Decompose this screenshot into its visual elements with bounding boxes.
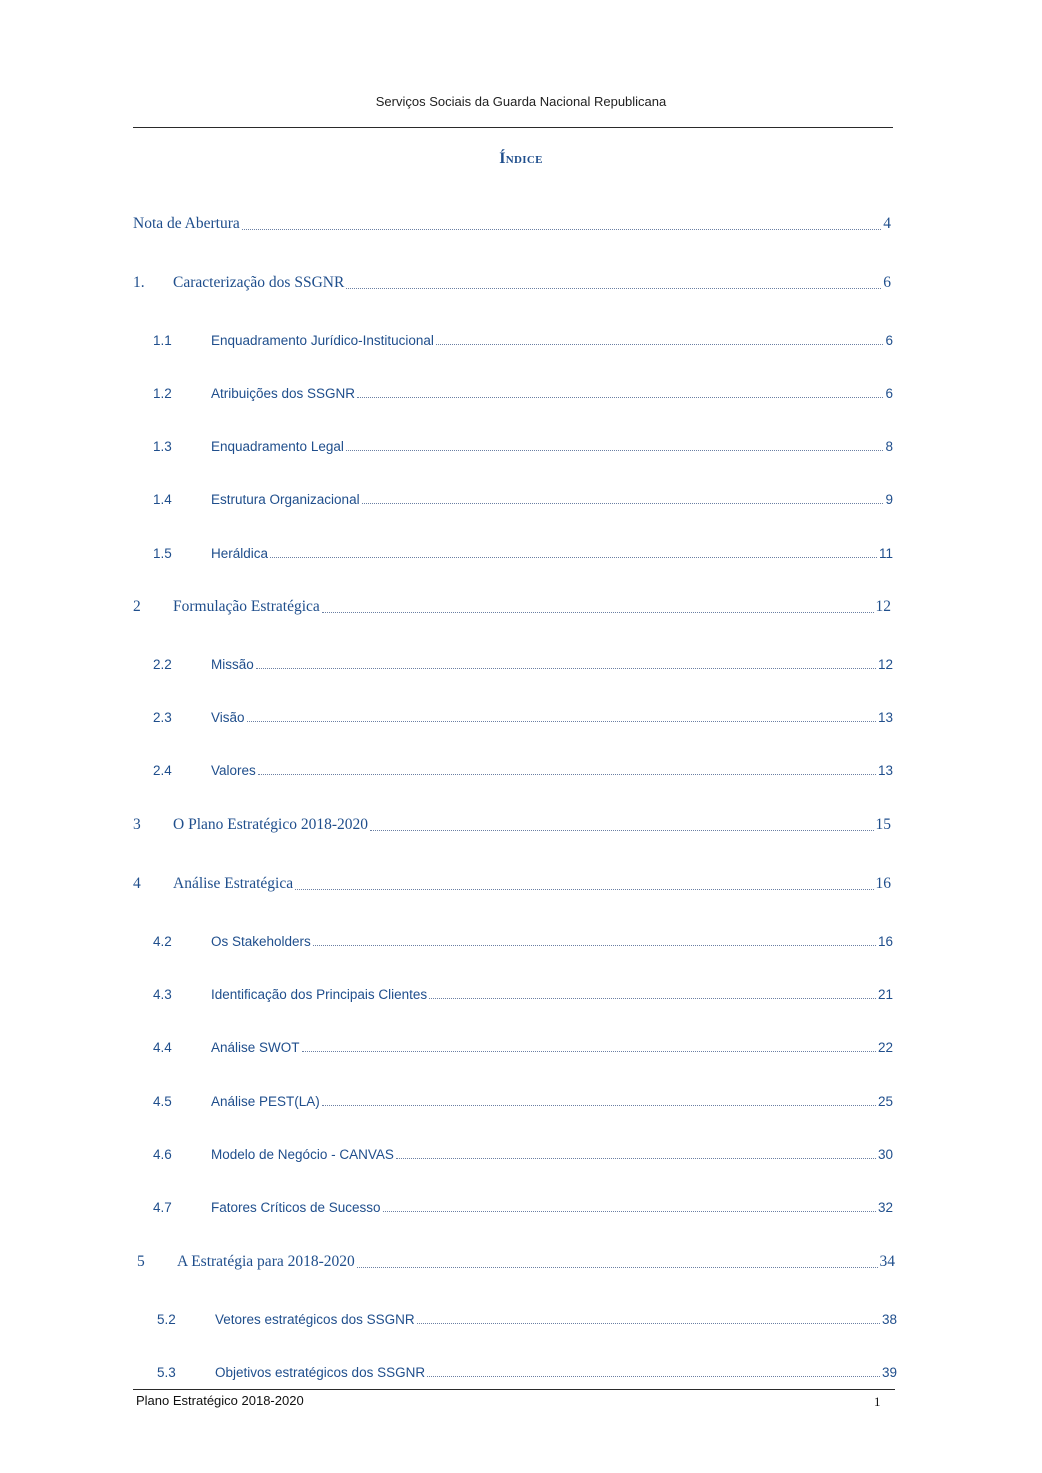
toc-entry-label: Vetores estratégicos dos SSGNR: [215, 1312, 415, 1327]
toc-entry-number: 4.2: [153, 934, 172, 949]
toc-entry-page: 6: [885, 386, 893, 401]
toc-title: Índice: [499, 150, 543, 167]
toc-entry-label: Formulação Estratégica: [173, 598, 320, 615]
toc-entry-label: Objetivos estratégicos dos SSGNR: [215, 1365, 426, 1380]
toc-entry-label: Nota de Abertura: [133, 215, 240, 232]
toc-entry-page: 16: [875, 875, 891, 892]
footer-page-number: 1: [874, 1394, 881, 1409]
toc-entry-page: 9: [885, 492, 893, 507]
toc-entry[interactable]: [153, 934, 893, 949]
toc-entry-number: 4.3: [153, 987, 172, 1002]
toc-entry-number: 1.2: [153, 386, 172, 401]
toc-entry[interactable]: [133, 274, 891, 292]
dot-leader: [302, 1051, 876, 1052]
toc-entry-page: 15: [875, 816, 891, 833]
toc-entry-label: Os Stakeholders: [211, 934, 311, 949]
toc-entry-page: 38: [881, 1312, 897, 1327]
dot-leader: [256, 668, 876, 669]
toc-entry[interactable]: [153, 492, 893, 507]
dot-leader: [346, 288, 881, 289]
toc-entry[interactable]: [153, 657, 893, 672]
toc-entry-label: Análise SWOT: [211, 1040, 300, 1055]
footer-document-title: Plano Estratégico 2018-2020: [136, 1393, 304, 1408]
toc-entry-number: 4.4: [153, 1040, 172, 1055]
toc-entry[interactable]: [133, 875, 891, 893]
toc-entry[interactable]: [133, 215, 891, 233]
toc-entry[interactable]: [153, 333, 893, 348]
toc-entry-page: 6: [883, 274, 891, 291]
dot-leader: [270, 557, 877, 558]
toc-entry-label: Heráldica: [211, 546, 269, 561]
toc-entry-label: Identificação dos Principais Clientes: [211, 987, 428, 1002]
page-header-title: Serviços Sociais da Guarda Nacional Republicana: [375, 94, 667, 109]
toc-entry-number: 4: [133, 875, 141, 892]
toc-entry-number: 2.4: [153, 763, 172, 778]
toc-entry[interactable]: [153, 710, 893, 725]
header-rule: [133, 127, 893, 128]
toc-entry-label: Caracterização dos SSGNR: [173, 274, 345, 291]
toc-entry-page: 32: [877, 1200, 893, 1215]
toc-entry-label: Enquadramento Legal: [211, 439, 344, 454]
toc-entry[interactable]: [157, 1365, 897, 1380]
toc-entry-number: 2.2: [153, 657, 172, 672]
footer-rule: [133, 1389, 895, 1390]
toc-entry[interactable]: [137, 1253, 895, 1271]
dot-leader: [427, 1376, 880, 1377]
dot-leader: [362, 503, 884, 504]
toc-entry-number: 5.2: [157, 1312, 176, 1327]
dot-leader: [322, 612, 874, 613]
toc-entry-page: 12: [877, 657, 893, 672]
toc-entry-label: A Estratégia para 2018-2020: [177, 1253, 355, 1270]
toc-entry[interactable]: [153, 546, 893, 561]
toc-entry-label: Missão: [211, 657, 254, 672]
dot-leader: [322, 1105, 876, 1106]
toc-entry-page: 4: [883, 215, 891, 232]
toc-entry-number: 2.3: [153, 710, 172, 725]
toc-entry-label: Valores: [211, 763, 256, 778]
toc-entry[interactable]: [153, 386, 893, 401]
dot-leader: [346, 450, 884, 451]
toc-entry-number: 5: [137, 1253, 145, 1270]
toc-entry-number: 3: [133, 816, 141, 833]
toc-entry-number: 1.3: [153, 439, 172, 454]
toc-entry[interactable]: [153, 1040, 893, 1055]
toc-entry[interactable]: [153, 987, 893, 1002]
toc-entry-label: Análise Estratégica: [173, 875, 294, 892]
toc-entry-number: 1.4: [153, 492, 172, 507]
dot-leader: [396, 1158, 876, 1159]
toc-entry-page: 8: [885, 439, 893, 454]
toc-entry[interactable]: [153, 1094, 893, 1109]
toc-entry-number: 4.6: [153, 1147, 172, 1162]
toc-entry-number: 4.5: [153, 1094, 172, 1109]
toc-entry-number: 2: [133, 598, 141, 615]
dot-leader: [357, 397, 883, 398]
toc-entry-label: O Plano Estratégico 2018-2020: [173, 816, 369, 833]
toc-entry[interactable]: [157, 1312, 897, 1327]
toc-entry-page: 13: [877, 710, 893, 725]
toc-entry-page: 6: [885, 333, 893, 348]
toc-entry-number: 1.5: [153, 546, 172, 561]
toc-entry-page: 34: [879, 1253, 895, 1270]
toc-entry[interactable]: [153, 1200, 893, 1215]
toc-entry-page: 11: [878, 546, 893, 561]
toc-entry[interactable]: [133, 598, 891, 616]
dot-leader: [429, 998, 876, 999]
toc-entry-page: 12: [875, 598, 891, 615]
toc-entry[interactable]: [153, 763, 893, 778]
toc-entry-number: 1.1: [153, 333, 172, 348]
toc-entry[interactable]: [133, 816, 891, 834]
dot-leader: [436, 344, 884, 345]
toc-entry[interactable]: [153, 439, 893, 454]
dot-leader: [258, 774, 876, 775]
toc-entry-page: 13: [877, 763, 893, 778]
toc-entry-page: 21: [877, 987, 893, 1002]
toc-entry-number: 4.7: [153, 1200, 172, 1215]
toc-entry-label: Atribuições dos SSGNR: [211, 386, 356, 401]
dot-leader: [370, 830, 873, 831]
toc-entry-label: Fatores Críticos de Sucesso: [211, 1200, 381, 1215]
toc-entry-label: Análise PEST(LA): [211, 1094, 320, 1109]
dot-leader: [417, 1323, 880, 1324]
dot-leader: [242, 229, 882, 230]
toc-entry-page: 30: [877, 1147, 893, 1162]
toc-entry-page: 39: [881, 1365, 897, 1380]
toc-entry-label: Estrutura Organizacional: [211, 492, 360, 507]
toc-entry-page: 25: [877, 1094, 893, 1109]
toc-entry[interactable]: [153, 1147, 893, 1162]
toc-entry-number: 1.: [133, 274, 145, 291]
toc-entry-number: 5.3: [157, 1365, 176, 1380]
toc-entry-label: Modelo de Negócio - CANVAS: [211, 1147, 394, 1162]
dot-leader: [357, 1267, 878, 1268]
toc-entry-page: 16: [877, 934, 893, 949]
dot-leader: [383, 1211, 876, 1212]
dot-leader: [313, 945, 876, 946]
dot-leader: [295, 889, 873, 890]
toc-entry-page: 22: [877, 1040, 893, 1055]
dot-leader: [247, 721, 876, 722]
toc-entry-label: Visão: [211, 710, 245, 725]
toc-entry-label: Enquadramento Jurídico-Institucional: [211, 333, 434, 348]
